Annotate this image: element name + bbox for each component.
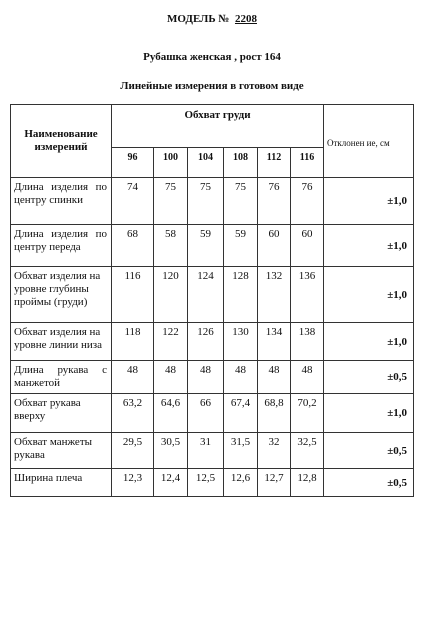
table-row	[11, 178, 414, 225]
cell-value: 12,4	[154, 469, 188, 497]
cell-value: 60	[291, 225, 324, 267]
cell-value: 124	[188, 267, 224, 323]
cell-value: 122	[154, 323, 188, 361]
table-header-row	[11, 105, 414, 148]
deviation-value: ±0,5	[324, 361, 414, 394]
cell-value: 31	[188, 433, 224, 469]
size-header: 100	[154, 148, 188, 178]
table-row	[11, 433, 414, 469]
cell-value: 132	[258, 267, 291, 323]
cell-value: 59	[224, 225, 258, 267]
cell-value: 75	[188, 178, 224, 225]
cell-value: 118	[112, 323, 154, 361]
row-label: Длина изделия по центру переда	[11, 225, 112, 267]
deviation-value: ±1,0	[324, 323, 414, 361]
cell-value: 12,3	[112, 469, 154, 497]
cell-value: 130	[224, 323, 258, 361]
size-header: 96	[112, 148, 154, 178]
cell-value: 126	[188, 323, 224, 361]
cell-value: 31,5	[224, 433, 258, 469]
cell-value: 74	[112, 178, 154, 225]
garment-subtitle: Рубашка женская , рост 164	[143, 51, 281, 63]
model-number: 2208	[234, 13, 257, 25]
chest-column-header: Обхват груди	[112, 105, 324, 148]
table-row	[11, 394, 414, 433]
cell-value: 12,6	[224, 469, 258, 497]
table-row	[11, 225, 414, 267]
table-row	[11, 361, 414, 394]
deviation-value: ±0,5	[324, 469, 414, 497]
cell-value: 138	[291, 323, 324, 361]
cell-value: 48	[291, 361, 324, 394]
row-label: Обхват рукава вверху	[11, 394, 112, 433]
cell-value: 64,6	[154, 394, 188, 433]
cell-value: 120	[154, 267, 188, 323]
cell-value: 32	[258, 433, 291, 469]
cell-value: 128	[224, 267, 258, 323]
cell-value: 59	[188, 225, 224, 267]
cell-value: 48	[258, 361, 291, 394]
cell-value: 76	[291, 178, 324, 225]
cell-value: 12,5	[188, 469, 224, 497]
size-header: 104	[188, 148, 224, 178]
cell-value: 63,2	[112, 394, 154, 433]
table-row	[11, 267, 414, 323]
row-label: Длина рукава с манжетой	[11, 361, 112, 394]
deviation-value: ±1,0	[324, 178, 414, 225]
cell-value: 58	[154, 225, 188, 267]
cell-value: 60	[258, 225, 291, 267]
cell-value: 76	[258, 178, 291, 225]
cell-value: 48	[112, 361, 154, 394]
cell-value: 48	[188, 361, 224, 394]
model-heading	[0, 13, 424, 25]
model-label: МОДЕЛЬ №	[167, 13, 230, 25]
cell-value: 12,8	[291, 469, 324, 497]
row-label: Длина изделия по центру спинки	[11, 178, 112, 225]
size-header: 112	[258, 148, 291, 178]
cell-value: 68	[112, 225, 154, 267]
cell-value: 134	[258, 323, 291, 361]
table-row	[11, 323, 414, 361]
cell-value: 66	[188, 394, 224, 433]
cell-value: 116	[112, 267, 154, 323]
measurements-table	[10, 104, 414, 497]
cell-value: 48	[154, 361, 188, 394]
cell-value: 136	[291, 267, 324, 323]
measurements-subtitle: Линейные измерения в готовом виде	[120, 80, 304, 92]
row-label: Обхват изделия на уровне глубины проймы (груди)	[11, 267, 112, 323]
deviation-column-header: Отклонен ие, см	[324, 105, 414, 178]
size-header: 108	[224, 148, 258, 178]
name-column-header: Наименование измерений	[11, 105, 112, 178]
cell-value: 67,4	[224, 394, 258, 433]
deviation-value: ±1,0	[324, 394, 414, 433]
cell-value: 12,7	[258, 469, 291, 497]
deviation-value: ±0,5	[324, 433, 414, 469]
row-label: Обхват изделия на уровне линии низа	[11, 323, 112, 361]
row-label: Ширина плеча	[11, 469, 112, 497]
deviation-value: ±1,0	[324, 267, 414, 323]
cell-value: 48	[224, 361, 258, 394]
cell-value: 70,2	[291, 394, 324, 433]
row-label: Обхват манжеты рукава	[11, 433, 112, 469]
cell-value: 30,5	[154, 433, 188, 469]
cell-value: 29,5	[112, 433, 154, 469]
cell-value: 75	[224, 178, 258, 225]
table-row	[11, 469, 414, 497]
size-header: 116	[291, 148, 324, 178]
cell-value: 75	[154, 178, 188, 225]
cell-value: 32,5	[291, 433, 324, 469]
deviation-value: ±1,0	[324, 225, 414, 267]
cell-value: 68,8	[258, 394, 291, 433]
